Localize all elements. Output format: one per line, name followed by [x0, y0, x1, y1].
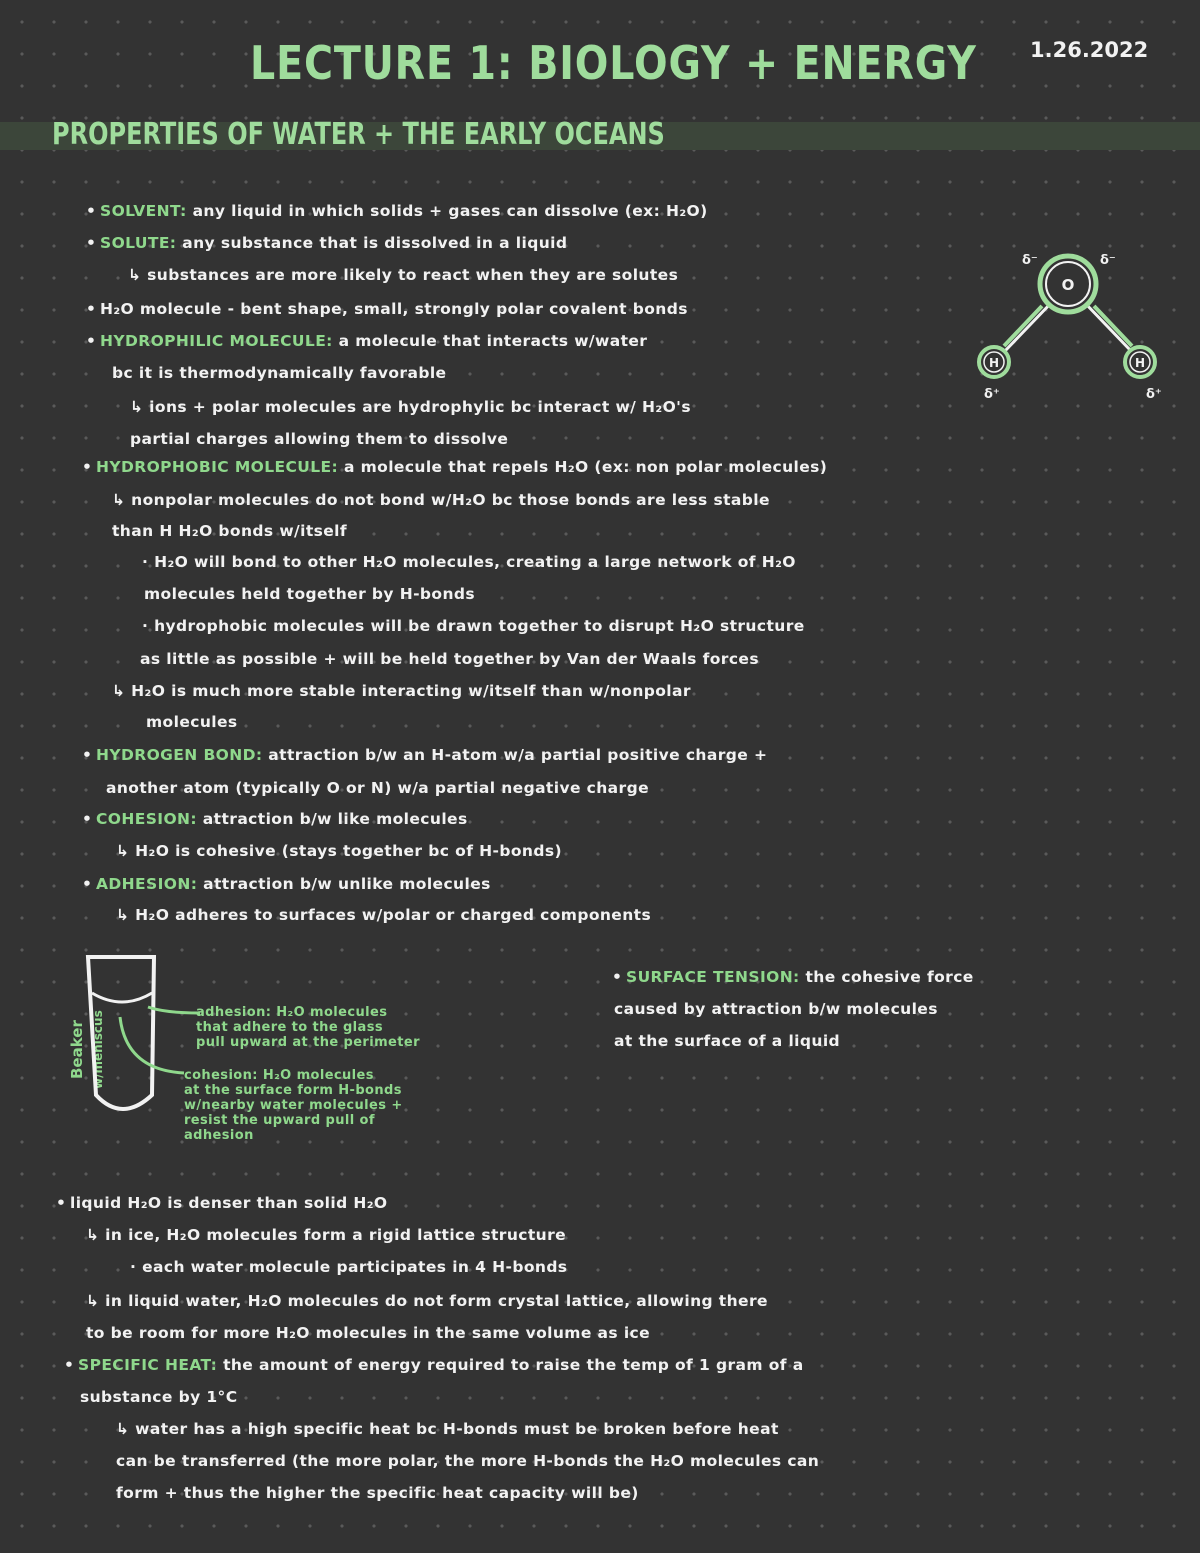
- def-hbond: attraction b/w an H-atom w/a partial positive charge +: [268, 746, 768, 764]
- delta-neg-right: δ⁻: [1100, 253, 1116, 268]
- note-hbond-2: another atom (typically O or N) w/a partial negative charge: [106, 779, 649, 797]
- note-liquid-2: to be room for more H₂O molecules in the same volume as ice: [86, 1324, 651, 1342]
- def-solvent: any liquid in which solids + gases can dissolve (ex: H₂O): [192, 202, 708, 220]
- cohesion-note-4: resist the upward pull of: [184, 1113, 375, 1128]
- bond-left-highlight: [1004, 306, 1042, 346]
- note-surface-tension: • SURFACE TENSION: the cohesive force: [612, 968, 974, 986]
- note-hydrophobic-sub1: ↳ nonpolar molecules do not bond w/H₂O bc those bonds are less stable: [112, 491, 770, 509]
- delta-pos-right: δ⁺: [1146, 387, 1162, 402]
- note-solute: • SOLUTE: any substance that is dissolved in a liquid: [86, 234, 568, 252]
- adhesion-note-1: adhesion: H₂O molecules: [196, 1005, 388, 1020]
- note-ice: ↳ in ice, H₂O molecules form a rigid lattice structure: [86, 1226, 567, 1244]
- note-surface-tension-2: caused by attraction b/w molecules: [614, 1000, 938, 1018]
- term-hydrophilic: HYDROPHILIC MOLECULE:: [100, 332, 333, 350]
- def-adhesion: attraction b/w unlike molecules: [203, 875, 491, 893]
- note-ice-sub: · each water molecule participates in 4 H-bonds: [130, 1258, 568, 1276]
- note-hydrophobic-sub6: as little as possible + will be held together by Van der Waals forces: [140, 650, 759, 668]
- bond-left: [1004, 302, 1052, 352]
- lecture-date: 1.26.2022: [1030, 38, 1149, 62]
- adhesion-note-2: that adhere to the glass: [196, 1020, 383, 1035]
- meniscus: [92, 993, 152, 1002]
- note-specific-heat-2: substance by 1°C: [80, 1388, 238, 1406]
- note-hbond: • HYDROGEN BOND: attraction b/w an H-atom w/a partial positive charge +: [82, 746, 768, 764]
- oxygen-label: O: [1061, 276, 1075, 294]
- note-hydrophobic-sub7: ↳ H₂O is much more stable interacting w/itself than w/nonpolar: [112, 682, 691, 700]
- def-surface-tension: the cohesive force: [805, 968, 974, 986]
- hydrogen-left-label: H: [988, 356, 1000, 370]
- page-title: LECTURE 1: BIOLOGY + ENERGY: [250, 36, 977, 90]
- bond-right-highlight: [1094, 306, 1132, 346]
- water-molecule-diagram: [970, 240, 1170, 410]
- note-hydrophilic-sub2: partial charges allowing them to dissolve: [130, 430, 509, 448]
- delta-neg-left: δ⁻: [1022, 253, 1038, 268]
- beaker-label-1: Beaker: [68, 1020, 86, 1079]
- h2o-text: H₂O molecule - bent shape, small, strongly polar covalent bonds: [100, 300, 688, 318]
- beaker-label-2: w/meniscus: [91, 1010, 105, 1089]
- note-adhesion: • ADHESION: attraction b/w unlike molecules: [82, 875, 491, 893]
- hydrogen-right-label: H: [1134, 356, 1146, 370]
- note-hydrophobic: • HYDROPHOBIC MOLECULE: a molecule that repels H₂O (ex: non polar molecules): [82, 458, 828, 476]
- note-hydrophilic-2: bc it is thermodynamically favorable: [112, 364, 447, 382]
- note-solvent: • SOLVENT: any liquid in which solids + gases can dissolve (ex: H₂O): [86, 202, 708, 220]
- def-hydrophilic: a molecule that interacts w/water: [338, 332, 648, 350]
- note-adhesion-sub: ↳ H₂O adheres to surfaces w/polar or charged components: [116, 906, 652, 924]
- cohesion-note-5: adhesion: [184, 1128, 254, 1143]
- note-specific-sub1: ↳ water has a high specific heat bc H-bonds must be broken before heat: [116, 1420, 779, 1438]
- term-adhesion: ADHESION:: [96, 875, 198, 893]
- term-cohesion: COHESION:: [96, 810, 197, 828]
- note-liquid-1: ↳ in liquid water, H₂O molecules do not form crystal lattice, allowing there: [86, 1292, 768, 1310]
- term-solvent: SOLVENT:: [100, 202, 187, 220]
- def-hydrophobic: a molecule that repels H₂O (ex: non polar molecules): [343, 458, 828, 476]
- note-hydrophobic-sub5: · hydrophobic molecules will be drawn together to disrupt H₂O structure: [142, 617, 805, 635]
- note-hydrophobic-sub4: molecules held together by H-bonds: [144, 585, 476, 603]
- cohesion-note-2: at the surface form H-bonds: [184, 1083, 402, 1098]
- note-cohesion: • COHESION: attraction b/w like molecules: [82, 810, 468, 828]
- note-cohesion-sub: ↳ H₂O is cohesive (stays together bc of H-bonds): [116, 842, 562, 860]
- note-density: • liquid H₂O is denser than solid H₂O: [56, 1194, 388, 1212]
- note-specific-heat: • SPECIFIC HEAT: the amount of energy required to raise the temp of 1 gram of a: [64, 1356, 804, 1374]
- cohesion-note-1: cohesion: H₂O molecules: [184, 1068, 374, 1083]
- term-hydrophobic: HYDROPHOBIC MOLECULE:: [96, 458, 339, 476]
- note-hydrophobic-sub2: than H H₂O bonds w/itself: [112, 522, 348, 540]
- density-text: liquid H₂O is denser than solid H₂O: [70, 1194, 388, 1212]
- note-hydrophobic-sub3: · H₂O will bond to other H₂O molecules, creating a large network of H₂O: [142, 553, 796, 571]
- note-specific-sub3: form + thus the higher the specific heat capacity will be): [116, 1484, 639, 1502]
- bond-right: [1084, 302, 1132, 352]
- note-hydrophilic: • HYDROPHILIC MOLECULE: a molecule that interacts w/water: [86, 332, 648, 350]
- term-solute: SOLUTE:: [100, 234, 177, 252]
- def-solute: any substance that is dissolved in a liquid: [182, 234, 568, 252]
- term-specific-heat: SPECIFIC HEAT:: [78, 1356, 218, 1374]
- cohesion-note-3: w/nearby water molecules +: [184, 1098, 403, 1113]
- term-hbond: HYDROGEN BOND:: [96, 746, 263, 764]
- note-specific-sub2: can be transferred (the more polar, the more H-bonds the H₂O molecules can: [116, 1452, 820, 1470]
- note-solute-sub: ↳ substances are more likely to react when they are solutes: [128, 266, 679, 284]
- note-h2o: • H₂O molecule - bent shape, small, strongly polar covalent bonds: [86, 300, 688, 318]
- note-hydrophilic-sub1: ↳ ions + polar molecules are hydrophylic bc interact w/ H₂O's: [130, 398, 691, 416]
- def-cohesion: attraction b/w like molecules: [202, 810, 468, 828]
- def-specific-heat: the amount of energy required to raise the temp of 1 gram of a: [223, 1356, 804, 1374]
- note-hydrophobic-sub8: molecules: [146, 713, 238, 731]
- term-surface-tension: SURFACE TENSION:: [626, 968, 800, 986]
- note-surface-tension-3: at the surface of a liquid: [614, 1032, 841, 1050]
- section-heading: PROPERTIES OF WATER + THE EARLY OCEANS: [52, 117, 665, 152]
- adhesion-note-3: pull upward at the perimeter: [196, 1035, 420, 1050]
- delta-pos-left: δ⁺: [984, 387, 1000, 402]
- adhesion-pointer: [148, 1007, 200, 1013]
